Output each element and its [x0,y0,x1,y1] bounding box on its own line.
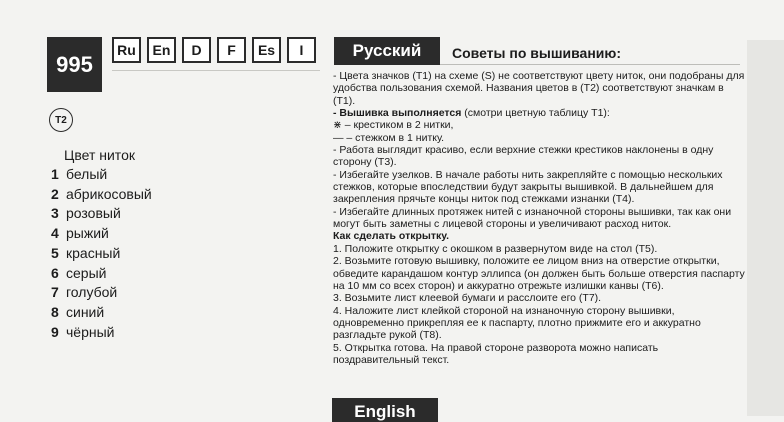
color-item: 7 голубой [51,284,118,301]
color-list [51,165,152,342]
tips-title: Советы по вышиванию: [452,45,622,61]
section-title-bar: Русский [334,37,440,65]
tip-paragraph: - Избегайте длинных протяжек нитей с изнаночной стороны вышивки, так как они могут быть заметны с лицевой стороны и увеличивают расход ниток. [333,205,732,231]
color-item: 3 розовый [51,205,121,222]
tip-paragraph: - Избегайте узелков. В начале работы нить закрепляйте с помощью нескольких стежков, которые впоследствии будут закрыты вышивкой. В дальнейшем для закрепления прячьте концы ниток под стежками изнанки (T4). [333,168,723,206]
lang-ru: Ru [112,37,141,63]
english-title-bar: English [332,398,438,422]
lang-es: Es [252,37,281,63]
lang-d: D [182,37,211,63]
header-rule [112,70,320,71]
color-item: 8 синий [51,303,105,320]
color-item: 5 красный [51,244,121,261]
kit-code: 995 [47,37,102,92]
language-selector [112,37,316,63]
tip-paragraph: - Цвета значков (T1) на схеме (S) не соответствуют цвету ниток, они подобраны для удобства пользования схемой. Названия цветов в (T2) соответствуют значкам в (T1). [333,70,745,107]
color-item: 6 серый [51,264,107,281]
t2-badge: T2 [49,108,73,132]
color-item: 1 белый [51,166,108,182]
lang-f: F [217,37,246,63]
step: 3. Возьмите лист клеевой бумаги и расслоите его (T7). [333,292,602,305]
step: 4. Наложите лист клейкой стороной на изнаночную сторону вышивки, одновременно прикрепляя ее к паспарту, плотно прижмите его и аккуратно разгладьте рукой (T8). [333,304,701,342]
color-item: 4 рыжий [51,225,109,242]
tip-paragraph: ⋇ – крестиком в 2 нитки, [333,119,454,132]
page-edge-shadow [747,40,784,416]
color-item: 2 абрикосовый [51,185,152,202]
step: 5. Открытка готова. На правой стороне разворота можно написать поздравительный текст. [333,341,659,366]
colors-title: Цвет ниток [64,147,135,163]
tip-paragraph: — – стежком в 1 нитку. [333,131,445,144]
tip-paragraph: - Вышивка выполняется (смотри цветную таблицу T1): [333,107,610,120]
lang-i: I [287,37,316,63]
lang-en: En [147,37,176,63]
color-item: 9 чёрный [51,323,115,340]
how-title: Как сделать открытку. [333,230,450,243]
step: 1. Положите открытку с окошком в развернутом виде на стол (T5). [333,242,658,255]
step: 2. Возьмите готовую вышивку, положите ее лицом вниз на отверстие открытки, обведите карандашом контур эллипса (он должен быть больше отверстия паспарту на 10 мм со всех сторон) и аккуратно отрежьте излишки канвы (T6). [333,255,745,292]
tips-content [333,70,745,366]
tip-paragraph: - Работа выглядит красиво, если верхние стежки крестиков наклонены в одну сторону (T3). [333,144,714,169]
tips-rule [440,64,740,65]
